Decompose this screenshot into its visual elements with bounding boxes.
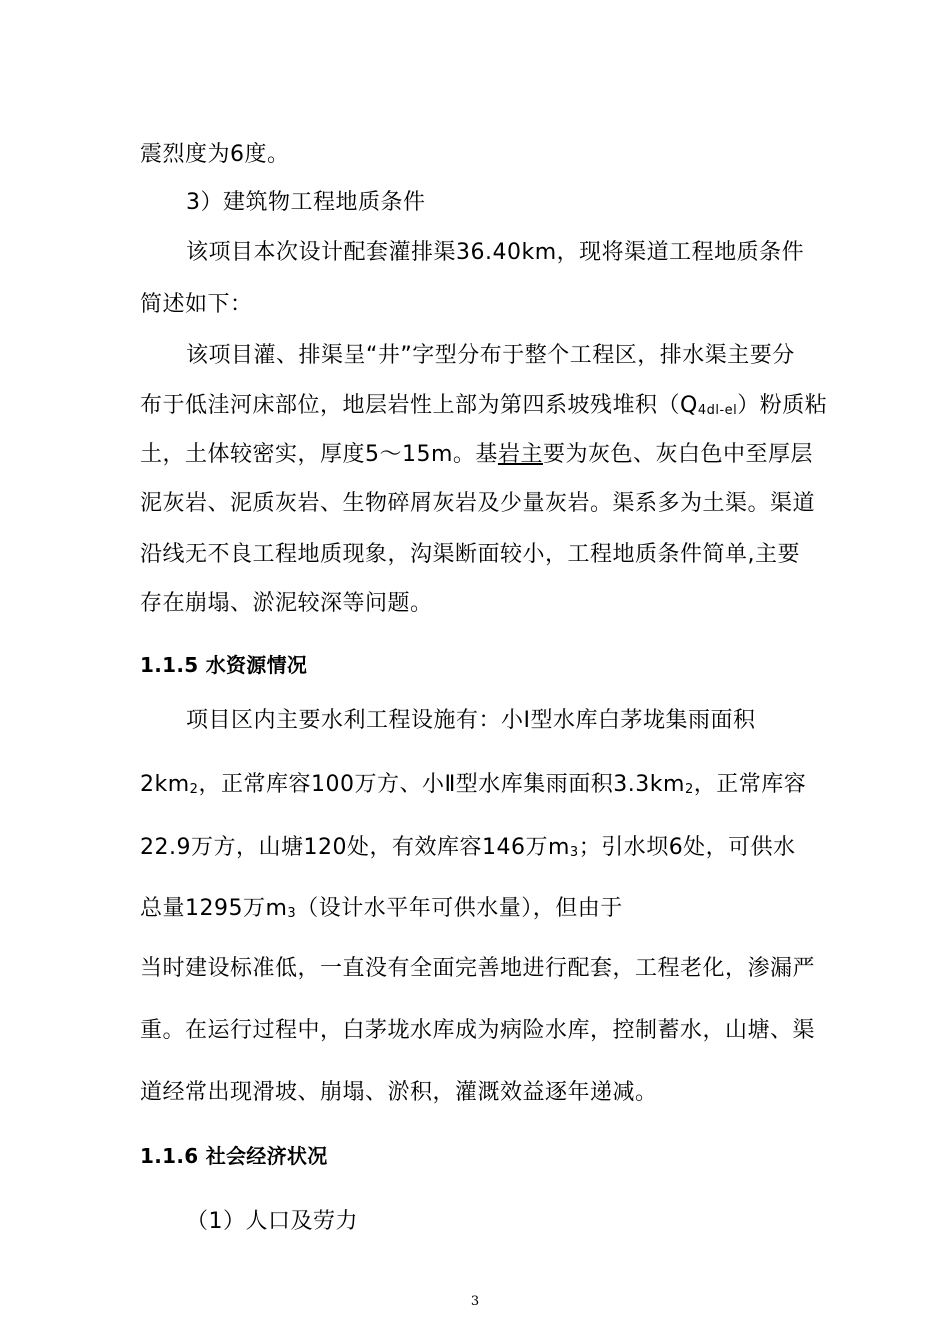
text-line: 该项目灌、排渠呈“井”字型分布于整个工程区，排水渠主要分 [186,343,795,368]
text-line: 泥灰岩、泥质灰岩、生物碎屑灰岩及少量灰岩。渠系多为土渠。渠道 [140,491,816,516]
text-line: 当时建设标准低，一直没有全面完善地进行配套，工程老化，渗漏严 [140,956,816,981]
section-heading: 1.1.5 水资源情况 [140,653,308,677]
text-line: $2km_2$，正常库容100万方、小Ⅱ型水库集雨面积$3.3km_2$，正常库容 [140,772,807,797]
text-line: 道经常出现滑坡、崩塌、淤积，灌溉效益逐年递减。 [140,1080,658,1105]
section-heading: 1.1.6 社会经济状况 [140,1144,328,1168]
text-line: 总量1295万$m_3$（设计水平年可供水量），但由于 [140,896,623,921]
text-line: 项目区内主要水利工程设施有：小Ⅰ型水库白茅垅集雨面积 [186,708,756,733]
text-line: 布于低洼河床部位，地层岩性上部为第四系坡残堆积$(Q_{4dl-el})$粉质粘 [140,393,828,418]
subsection-title: （1）人口及劳力 [186,1209,358,1234]
text-line: 土，土体较密实，厚度5～15m。基岩主要为灰色、灰白色中至厚层 [140,442,813,467]
text-line: 震烈度为6度。 [140,142,290,167]
subsection-title: 3）建筑物工程地质条件 [186,190,426,215]
page-number: 3 [470,1294,480,1309]
text-line: 沿线无不良工程地质现象，沟渠断面较小，工程地质条件简单,主要 [140,542,800,567]
text-line: 该项目本次设计配套灌排渠36.40km，现将渠道工程地质条件 [186,240,805,265]
text-line: 重。在运行过程中，白茅垅水库成为病险水库，控制蓄水，山塘、渠 [140,1018,816,1043]
text-line: 存在崩塌、淤泥较深等问题。 [140,591,433,616]
text-line: 简述如下： [140,292,253,317]
text-line: 22.9万方，山塘120处，有效库容146万$m_3$；引水坝6处，可供水 [140,835,796,860]
